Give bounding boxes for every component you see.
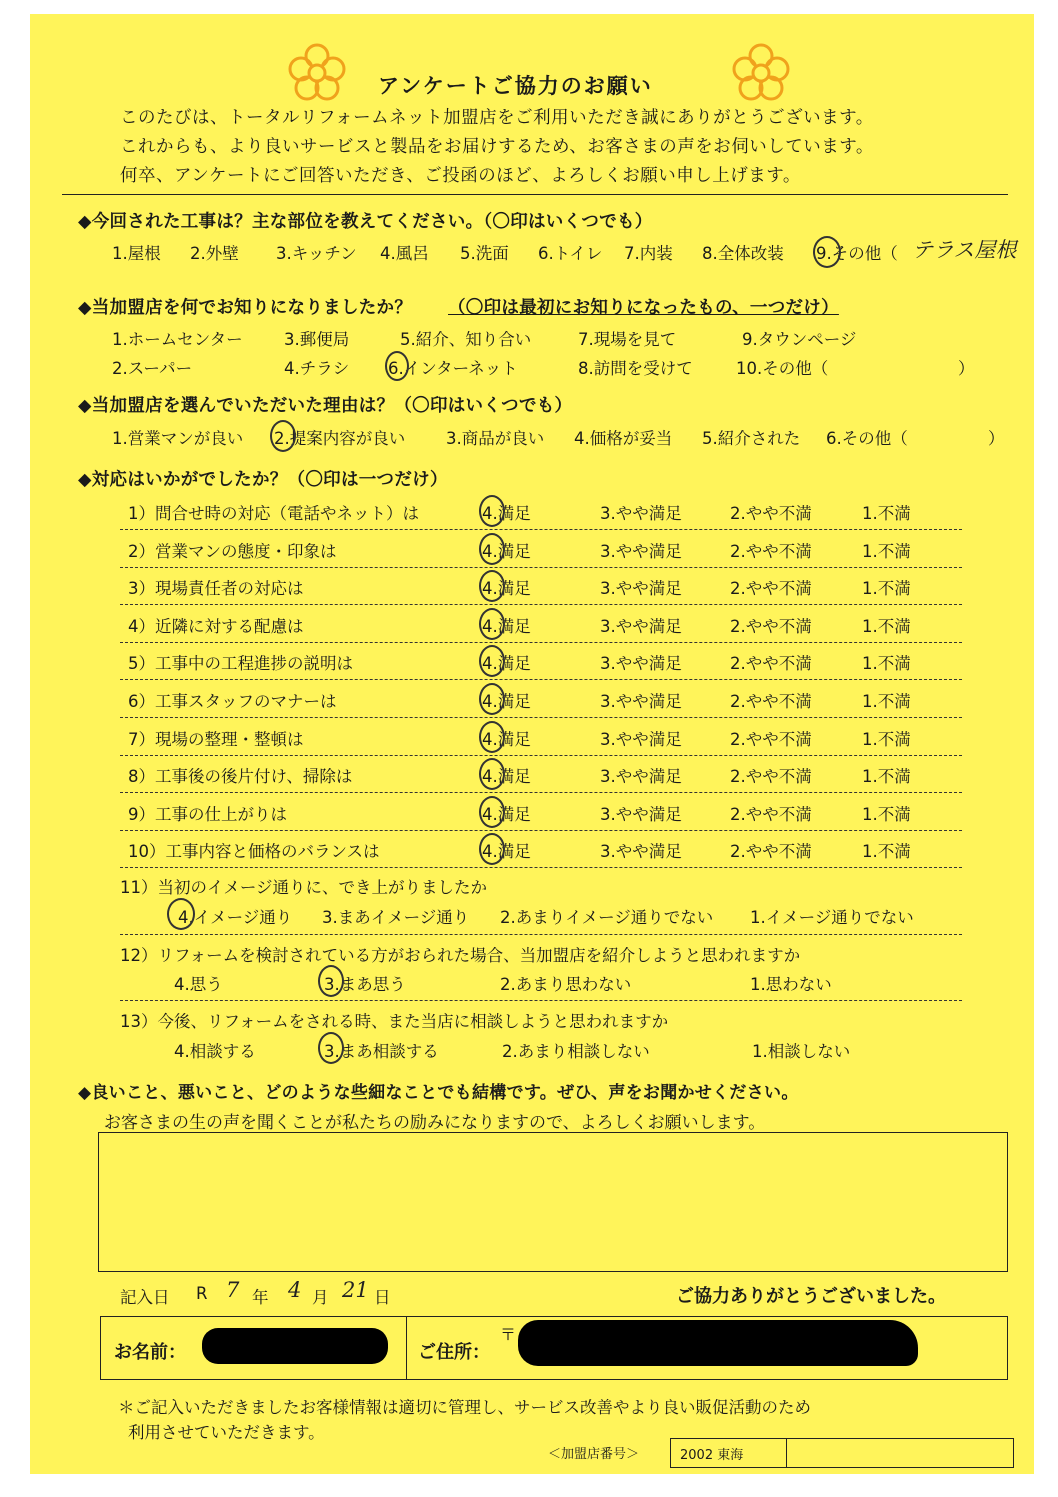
q-reason-opt-6[interactable]: 6.その他（ — [826, 429, 908, 448]
date-day-unit: 日 — [374, 1288, 391, 1307]
service-rating-option[interactable]: 2.やや不満 — [730, 804, 812, 824]
q-work-opt-1[interactable]: 1.屋根 — [112, 244, 161, 263]
service-rating-option[interactable]: 1.不満 — [862, 692, 911, 711]
q-reason-opt-3[interactable]: 3.商品が良い — [446, 429, 545, 448]
q-work-opt-3[interactable]: 3.キッチン — [276, 244, 357, 263]
q-source-opt-1[interactable]: 1.ホームセンター — [112, 330, 243, 349]
comment-prompt-2: お客さまの生の声を聞くことが私たちの励みになりますので、よろしくお願いします。 — [104, 1113, 766, 1133]
service-item-label: 5）工事中の工程進捗の説明は — [128, 654, 353, 674]
q-source-title: ◆当加盟店を何でお知りになりましたか？ — [78, 298, 413, 318]
intro-line-2: これからも、より良いサービスと製品をお届けするため、お客さまの声をお伺いしています。 — [120, 137, 874, 157]
q-source-opt-8[interactable]: 8.訪問を受けて — [578, 359, 693, 378]
q12-opt-2[interactable]: 2.あまり思わない — [500, 975, 632, 994]
q-reason-opt-5[interactable]: 5.紹介された — [702, 429, 801, 448]
service-rating-option[interactable]: 2.やや不満 — [730, 616, 812, 636]
service-rating-option[interactable]: 1.不満 — [862, 654, 911, 674]
q-source-opt-5[interactable]: 5.紹介、知り合い — [400, 330, 532, 349]
q-source-opt-6[interactable]: 6.インターネット — [388, 359, 518, 378]
name-label: お名前： — [114, 1342, 186, 1363]
service-item-label: 1）問合せ時の対応（電話やネット）は — [128, 504, 419, 523]
thanks-text: ご協力ありがとうございました。 — [676, 1286, 946, 1307]
service-rating-option[interactable]: 4.満足 — [482, 541, 531, 561]
intro-line-3: 何卒、アンケートにご回答いただき、ご投函のほど、よろしくお願い申し上げます。 — [120, 166, 801, 186]
q13-opt-1[interactable]: 1.相談しない — [752, 1042, 851, 1061]
answer-circle — [479, 533, 505, 565]
date-month: 4 — [288, 1278, 302, 1302]
q-source-opt-4[interactable]: 4.チラシ — [284, 359, 350, 378]
privacy-note-2: 利用させていただきます。 — [128, 1423, 325, 1442]
answer-circle — [479, 683, 505, 715]
row-divider — [120, 604, 962, 605]
q-source-opt-3[interactable]: 3.郵便局 — [284, 330, 350, 349]
q11-opt-2[interactable]: 2.あまりイメージ通りでない — [500, 908, 714, 927]
service-rating-option[interactable]: 4.満足 — [482, 729, 531, 749]
survey-title: アンケートご協力のお願い — [378, 74, 653, 98]
answer-circle — [479, 495, 505, 527]
service-rating-option[interactable]: 1.不満 — [862, 504, 911, 523]
q-reason-opt-4[interactable]: 4.価格が妥当 — [574, 429, 673, 448]
service-rating-option[interactable]: 3.やや満足 — [600, 729, 682, 749]
service-item-label: 4）近隣に対する配慮は — [128, 616, 304, 636]
q-work-title: ◆今回された工事は？主な部位を教えてください。（〇印はいくつでも） — [78, 212, 653, 232]
service-rating-option[interactable]: 2.やや不満 — [730, 654, 812, 674]
service-rating-option[interactable]: 1.不満 — [862, 729, 911, 749]
q-reason-opt-6-close: ） — [988, 429, 1005, 448]
row-divider — [120, 717, 962, 718]
comment-box[interactable] — [98, 1132, 1008, 1272]
store-number-value: 2002 東海 — [680, 1448, 744, 1463]
service-rating-option[interactable]: 1.不満 — [862, 842, 911, 862]
service-rating-option[interactable]: 2.やや不満 — [730, 579, 812, 599]
service-rating-option[interactable]: 2.やや不満 — [730, 767, 812, 787]
q-service-title: ◆対応はいかがでしたか？（〇印は一つだけ） — [78, 470, 448, 490]
service-item-label: 3）現場責任者の対応は — [128, 579, 304, 599]
row-divider — [120, 934, 962, 935]
store-number-label: ＜加盟店番号＞ — [548, 1447, 640, 1462]
service-rating-option[interactable]: 2.やや不満 — [730, 729, 812, 749]
row-divider — [120, 1000, 962, 1001]
row-divider — [120, 867, 962, 868]
row-divider — [120, 529, 962, 530]
date-year-unit: 年 — [252, 1288, 269, 1307]
q-work-opt-8[interactable]: 8.全体改装 — [702, 244, 784, 263]
privacy-note-1: ＊ご記入いただきましたお客様情報は適切に管理し、サービス改善やより良い販促活動のため — [118, 1398, 811, 1417]
q-source-opt-9[interactable]: 9.タウンページ — [742, 330, 857, 349]
row-divider — [120, 830, 962, 831]
q11-title: 11）当初のイメージ通りに、でき上がりましたか — [120, 878, 488, 897]
service-rating-option[interactable]: 1.不満 — [862, 767, 911, 787]
service-rating-option[interactable]: 2.やや不満 — [730, 504, 812, 523]
q-source-note: （〇印は最初にお知りになったもの、一つだけ） — [448, 298, 839, 318]
service-item-label: 2）営業マンの態度・印象は — [128, 541, 337, 561]
row-divider — [120, 792, 962, 793]
answer-circle — [318, 1032, 344, 1064]
date-label: 記入日 — [120, 1288, 170, 1307]
service-item-label: 8）工事後の後片付け、掃除は — [128, 767, 353, 787]
service-rating-option[interactable]: 3.やや満足 — [600, 692, 682, 711]
date-day: 21 — [342, 1278, 369, 1302]
service-rating-option[interactable]: 4.満足 — [482, 616, 531, 636]
service-item-label: 10）工事内容と価格のバランスは — [128, 842, 380, 862]
answer-circle — [479, 796, 505, 828]
postal-mark: 〒 — [500, 1325, 517, 1344]
answer-circle — [385, 351, 409, 381]
address-redaction — [518, 1320, 918, 1366]
answer-circle — [479, 721, 505, 753]
answer-circle — [270, 420, 296, 452]
q-work-opt-7[interactable]: 7.内装 — [624, 244, 673, 263]
q13-title: 13）今後、リフォームをされる時、また当店に相談しようと思われますか — [120, 1012, 669, 1031]
answer-circle — [479, 608, 505, 640]
q-work-other-answer: テラス屋根 — [912, 238, 1017, 262]
q-source-opt-7[interactable]: 7.現場を見て — [578, 330, 677, 349]
name-redaction — [202, 1328, 388, 1364]
q-reason-opt-1[interactable]: 1.営業マンが良い — [112, 429, 244, 448]
service-rating-option[interactable]: 2.やや不満 — [730, 541, 812, 561]
q-source-opt-10-close: ） — [958, 359, 975, 378]
address-label: ご住所： — [418, 1342, 490, 1363]
service-item-label: 7）現場の整理・整頓は — [128, 729, 304, 749]
service-rating-option[interactable]: 3.やや満足 — [600, 579, 682, 599]
flower-icon-right — [730, 42, 792, 104]
q12-opt-3[interactable]: 3.まあ思う — [324, 975, 406, 994]
divider — [62, 194, 1008, 195]
q-source-opt-2[interactable]: 2.スーパー — [112, 359, 193, 378]
q13-opt-3[interactable]: 3.まあ相談する — [324, 1042, 439, 1061]
service-item-label: 6）工事スタッフのマナーは — [128, 692, 337, 711]
contact-divider — [406, 1316, 407, 1380]
q-work-opt-2[interactable]: 2.外壁 — [190, 244, 239, 263]
q11-opt-3[interactable]: 3.まあイメージ通り — [322, 908, 470, 927]
service-rating-option[interactable]: 1.不満 — [862, 579, 911, 599]
intro-line-1: このたびは、トータルリフォームネット加盟店をご利用いただき誠にありがとうございます。 — [120, 108, 874, 128]
store-number-divider — [786, 1438, 787, 1468]
service-rating-option[interactable]: 2.やや不満 — [730, 842, 812, 862]
service-rating-option[interactable]: 3.やや満足 — [600, 842, 682, 862]
service-rating-option[interactable]: 4.満足 — [482, 579, 531, 599]
q-work-opt-6[interactable]: 6.トイレ — [538, 244, 603, 263]
date-era: R — [196, 1284, 208, 1303]
q12-opt-1[interactable]: 1.思わない — [750, 975, 832, 994]
service-rating-option[interactable]: 3.やや満足 — [600, 654, 682, 674]
q11-opt-1[interactable]: 1.イメージ通りでない — [750, 908, 914, 927]
flower-icon-left — [286, 42, 348, 104]
comment-prompt-1: ◆良いこと、悪いこと、どのような些細なことでも結構です。ぜひ、声をお聞かせください。 — [78, 1083, 799, 1103]
row-divider — [120, 755, 962, 756]
q-reason-title: ◆当加盟店を選んでいただいた理由は？（〇印はいくつでも） — [78, 396, 573, 416]
row-divider — [120, 567, 962, 568]
service-rating-option[interactable]: 1.不満 — [862, 541, 911, 561]
answer-circle — [318, 965, 344, 997]
date-month-unit: 月 — [312, 1288, 329, 1307]
service-rating-option[interactable]: 4.満足 — [482, 654, 531, 674]
q11-opt-4[interactable]: 4.イメージ通り — [178, 908, 293, 927]
q-work-opt-4[interactable]: 4.風呂 — [380, 244, 429, 263]
q-source-opt-10[interactable]: 10.その他（ — [736, 359, 829, 378]
survey-sheet — [30, 14, 1034, 1474]
service-rating-option[interactable]: 1.不満 — [862, 804, 911, 824]
service-rating-option[interactable]: 3.やや満足 — [600, 767, 682, 787]
q-reason-opt-2[interactable]: 2.提案内容が良い — [274, 429, 406, 448]
service-rating-option[interactable]: 4.満足 — [482, 692, 531, 711]
service-rating-option[interactable]: 3.やや満足 — [600, 504, 682, 523]
q-work-opt-5[interactable]: 5.洗面 — [460, 244, 509, 263]
service-rating-option[interactable]: 3.やや満足 — [600, 804, 682, 824]
service-item-label: 9）工事の仕上がりは — [128, 804, 287, 824]
service-rating-option[interactable]: 4.満足 — [482, 504, 531, 523]
answer-circle — [813, 236, 841, 268]
answer-circle — [479, 570, 505, 602]
q-work-opt-9[interactable]: 9.その他（ — [816, 244, 898, 263]
q12-opt-4[interactable]: 4.思う — [174, 975, 223, 994]
service-rating-option[interactable]: 4.満足 — [482, 804, 531, 824]
q13-opt-2[interactable]: 2.あまり相談しない — [502, 1042, 650, 1061]
service-rating-option[interactable]: 3.やや満足 — [600, 541, 682, 561]
answer-circle — [479, 758, 505, 790]
service-rating-option[interactable]: 1.不満 — [862, 616, 911, 636]
q13-opt-4[interactable]: 4.相談する — [174, 1042, 256, 1061]
date-year: 7 — [226, 1278, 240, 1302]
answer-circle — [167, 898, 195, 930]
service-rating-option[interactable]: 4.満足 — [482, 842, 531, 862]
service-rating-option[interactable]: 4.満足 — [482, 767, 531, 787]
service-rating-option[interactable]: 3.やや満足 — [600, 616, 682, 636]
row-divider — [120, 679, 962, 680]
q12-title: 12）リフォームを検討されている方がおられた場合、当加盟店を紹介しようと思われますか — [120, 946, 801, 965]
service-rating-option[interactable]: 2.やや不満 — [730, 692, 812, 711]
row-divider — [120, 642, 962, 643]
